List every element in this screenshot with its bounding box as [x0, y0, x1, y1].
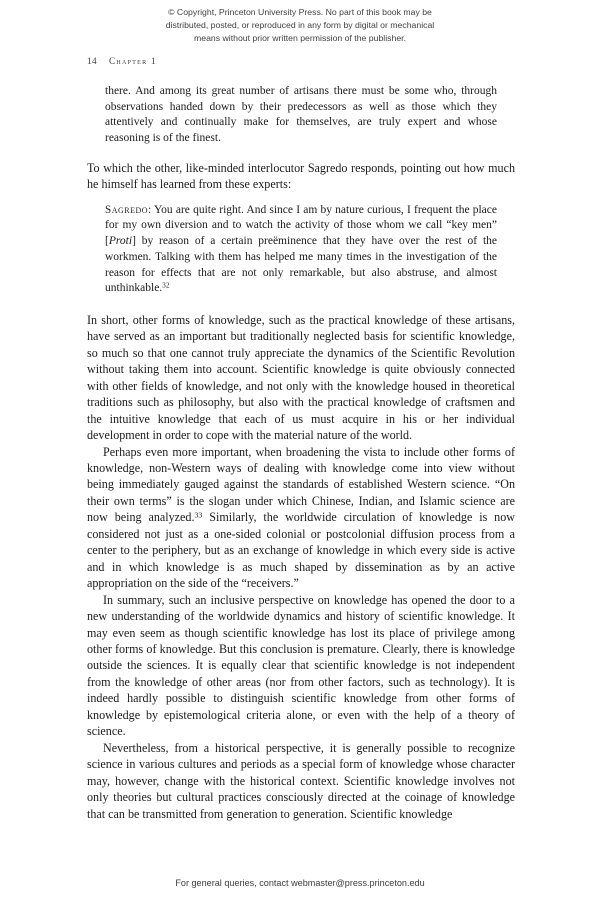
- copyright-notice: [0, 6, 600, 46]
- text-column: [87, 84, 515, 822]
- footnote-marker-33: 33: [194, 510, 203, 520]
- sagredo-text-part-2: ] by reason of a certain preëminence that they have over the rest of the workmen. Talking with them has helped me many times in the investigation of the reason for effects that are not only remarkable, but also abstruse, and almost unthinkable.: [105, 235, 497, 295]
- paragraph-in-short: In short, other forms of knowledge, such as the practical knowledge of these artisans, have served as an important but traditionally neglected basis for scientific knowledge, so much so that one cannot truly appreciate the dynamics of the Scientific Revolution without taking them into account. Scientific knowledge is quite obviously connected with other fields of knowledge, and not only with the knowledge housed in theoretical traditions such as philosophy, but also with the practical knowledge of craftsmen and the intuitive knowledge that each of us must acquire in his or her individual development in order to cope with the material nature of the world.: [87, 312, 515, 443]
- chapter-label: Chapter 1: [108, 56, 157, 66]
- paragraph-in-summary: In summary, such an inclusive perspective on knowledge has opened the door to a new understanding of the worldwide dynamics and history of scientific knowledge. It may even seem as though scientific knowledge has lost its place of privilege among other forms of knowledge. But this conclusion is premature. Clearly, there is knowledge outside the sciences. It is equally clear that scientific knowledge is not independent from the knowledge of other areas (nor from other factors, such as technology). It is indeed hardly possible to distinguish scientific knowledge from other forms of knowledge by epistemological criteria alone, or even with the help of a theory of science.: [87, 592, 515, 739]
- paragraph-perhaps: [87, 444, 515, 592]
- footer-queries: For general queries, contact webmaster@press.princeton.edu: [175, 878, 425, 888]
- blockquote-sagredo: [105, 203, 497, 297]
- running-head: [87, 56, 157, 66]
- speaker-name: Sagredo: [105, 203, 149, 216]
- paragraph-perhaps-part-1: Perhaps even more important, when broadening the vista to include other forms of knowledge, non-Western ways of dealing with knowledge come into view without being immediately gauged against the standards of established Western science. “On their own terms” is the slogan under which Chinese, Indian, and Islamic science are now being analyzed.: [87, 444, 515, 525]
- blockquote-sagredo-text: [105, 203, 497, 297]
- paragraph-perhaps-part-2: Similarly, the worldwide circulation of knowledge is now considered not just as a one-sided colonial or postcolonial diffusion process from a center to the periphery, but as an exchange of knowledge in which every side is active and in which knowledge is as much shaped by dissemination as by an active appropriation on the side of the “receivers.”: [87, 510, 515, 591]
- paragraph-nevertheless: Nevertheless, from a historical perspective, it is generally possible to recognize science in various cultures and periods as a special form of knowledge whose character may, however, change with the historical context. Scientific knowledge involves not only theories but cultural practices consciously directed at the coinage of knowledge that can be transmitted from generation to generation. Scientific knowledge: [87, 740, 515, 821]
- spacer: [87, 147, 515, 160]
- copyright-line-3: means without prior written permission of the publisher.: [194, 33, 406, 44]
- blockquote-continuation-text: there. And among its great number of artisans there must be some who, through observations handed down by their predecessors as well as those which they attentively and continually make for themselves, are truly expert and whose reasoning is of the finest.: [105, 85, 497, 145]
- copyright-line-1: © Copyright, Princeton University Press. No part of this book may be: [168, 7, 432, 17]
- copyright-line-2: distributed, posted, or reproduced in any form by digital or mechanical: [165, 20, 435, 31]
- italic-term-proti: Proti: [108, 235, 133, 248]
- sagredo-text-part-1: : You are quite right. And since I am by nature curious, I frequent the place for my own diversion and to watch the activity of those whom we call “key men” [: [105, 203, 497, 248]
- paragraph-lead-in: To which the other, like-minded interlocutor Sagredo responds, pointing out how much he himself has learned from these experts:: [87, 160, 515, 192]
- spacer: [87, 193, 515, 203]
- page-number: 14: [87, 56, 97, 66]
- spacer: [87, 297, 515, 312]
- blockquote-continuation: [105, 84, 497, 147]
- footnote-marker-32: 32: [162, 280, 170, 290]
